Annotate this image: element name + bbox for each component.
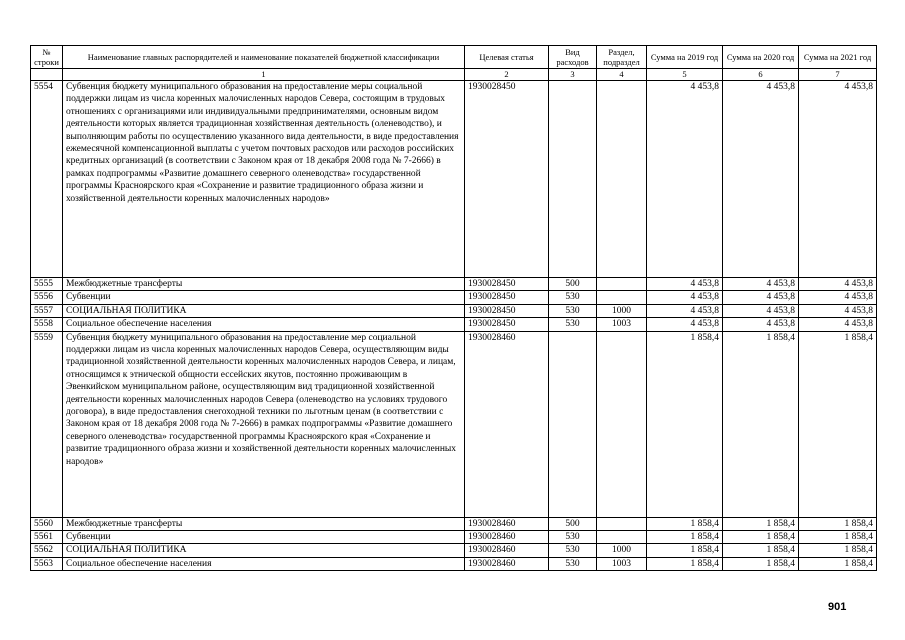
row-name: Субвенция бюджету муниципального образования на предоставление мер социальной поддержки лицам из числа коренных малочисленных народов Севера, осуществляющим виды традиционной хозяйственной деятельности коренных малочисленных народов Севера, и лицам, относящимся к этнической общности ессейских якутов, постоянно проживающим в Эвенкийском муниципальном районе, осуществляющим вид традиционной хозяйственной деятельности коренных малочисленных народов Севера (оленеводство на условиях трудового договора), в виде предоставления снегоходной техники по льготным ценам (в соответствии с Законом края от 18 декабря 2008 года № 7-2666) в рамках подпрограммы «Развитие домашнего северного оленеводства» государственной программы Красноярского края «Сохранение и развитие традиционного образа жизни и хозяйственной деятельности коренных малочисленных народов»	[63, 331, 465, 517]
column-number	[31, 69, 63, 81]
row-sum-2020: 1 858,4	[723, 331, 799, 517]
row-section	[597, 517, 647, 530]
row-sum-2020: 1 858,4	[723, 544, 799, 557]
table-row	[31, 517, 877, 530]
row-sum-2019: 1 858,4	[647, 331, 723, 517]
row-sum-2020: 4 453,8	[723, 278, 799, 291]
row-target-article: 1930028450	[465, 318, 549, 331]
table-row	[31, 81, 877, 278]
row-sum-2019: 4 453,8	[647, 318, 723, 331]
row-target-article: 1930028460	[465, 544, 549, 557]
row-sum-2019: 1 858,4	[647, 544, 723, 557]
row-expense-type: 530	[549, 318, 597, 331]
row-sum-2021: 4 453,8	[799, 278, 877, 291]
column-number: 4	[597, 69, 647, 81]
row-sum-2019: 4 453,8	[647, 81, 723, 278]
column-number: 3	[549, 69, 597, 81]
header-sum-2019: Сумма на 2019 год	[647, 46, 723, 69]
row-section	[597, 331, 647, 517]
row-section: 1000	[597, 544, 647, 557]
row-expense-type: 530	[549, 304, 597, 317]
row-number: 5563	[31, 557, 63, 570]
row-expense-type: 500	[549, 278, 597, 291]
row-name: СОЦИАЛЬНАЯ ПОЛИТИКА	[63, 304, 465, 317]
row-section: 1000	[597, 304, 647, 317]
row-sum-2019: 4 453,8	[647, 278, 723, 291]
column-number: 6	[723, 69, 799, 81]
row-sum-2021: 1 858,4	[799, 331, 877, 517]
row-target-article: 1930028460	[465, 557, 549, 570]
row-target-article: 1930028450	[465, 304, 549, 317]
row-section	[597, 531, 647, 544]
row-section	[597, 291, 647, 304]
row-expense-type: 530	[549, 531, 597, 544]
table-row	[31, 331, 877, 517]
row-expense-type: 500	[549, 517, 597, 530]
row-target-article: 1930028450	[465, 278, 549, 291]
row-number: 5560	[31, 517, 63, 530]
column-number: 5	[647, 69, 723, 81]
table-row	[31, 318, 877, 331]
row-target-article: 1930028460	[465, 517, 549, 530]
row-number: 5555	[31, 278, 63, 291]
row-name: Социальное обеспечение населения	[63, 557, 465, 570]
row-expense-type	[549, 81, 597, 278]
page-number: 901	[828, 601, 847, 613]
header-name: Наименование главных распорядителей и наименование показателей бюджетной классификации	[63, 46, 465, 69]
row-target-article: 1930028450	[465, 291, 549, 304]
row-target-article: 1930028460	[465, 531, 549, 544]
row-number: 5559	[31, 331, 63, 517]
row-sum-2019: 4 453,8	[647, 291, 723, 304]
table-row	[31, 544, 877, 557]
row-name: Субвенции	[63, 291, 465, 304]
budget-table	[30, 45, 877, 571]
column-number: 2	[465, 69, 549, 81]
row-sum-2021: 1 858,4	[799, 531, 877, 544]
row-sum-2020: 4 453,8	[723, 304, 799, 317]
row-section: 1003	[597, 318, 647, 331]
table-row	[31, 304, 877, 317]
row-section	[597, 278, 647, 291]
row-section	[597, 81, 647, 278]
row-sum-2021: 4 453,8	[799, 291, 877, 304]
table-header-row	[31, 46, 877, 69]
row-sum-2021: 1 858,4	[799, 544, 877, 557]
row-number: 5562	[31, 544, 63, 557]
header-sum-2020: Сумма на 2020 год	[723, 46, 799, 69]
row-name: СОЦИАЛЬНАЯ ПОЛИТИКА	[63, 544, 465, 557]
header-expense-type: Вид расходов	[549, 46, 597, 69]
row-sum-2020: 1 858,4	[723, 557, 799, 570]
row-target-article: 1930028450	[465, 81, 549, 278]
row-expense-type	[549, 331, 597, 517]
row-name: Субвенция бюджету муниципального образования на предоставление меры социальной поддержки лицам из числа коренных малочисленных народов Севера, состоящим в трудовых отношениях с организациями или индивидуальными предпринимателями, основным видом деятельности которых является традиционная хозяйственная деятельность (оленеводство), и выполняющим работы по осуществлению указанного вида деятельности, в виде предоставления ежемесячной компенсационной выплаты с учетом почтовых расходов или расходов российских кредитных организаций (в соответствии с Законом края от 18 декабря 2008 года № 7-2666) в рамках подпрограммы «Развитие домашнего северного оленеводства» государственной программы Красноярского края «Сохранение и развитие традиционного образа жизни и хозяйственной деятельности коренных малочисленных народов»	[63, 81, 465, 278]
row-section: 1003	[597, 557, 647, 570]
row-name: Межбюджетные трансферты	[63, 278, 465, 291]
row-name: Субвенции	[63, 531, 465, 544]
row-sum-2020: 1 858,4	[723, 517, 799, 530]
column-number: 1	[63, 69, 465, 81]
row-sum-2020: 4 453,8	[723, 81, 799, 278]
row-sum-2021: 4 453,8	[799, 81, 877, 278]
row-number: 5558	[31, 318, 63, 331]
column-number: 7	[799, 69, 877, 81]
row-name: Социальное обеспечение населения	[63, 318, 465, 331]
row-sum-2019: 1 858,4	[647, 531, 723, 544]
row-sum-2019: 1 858,4	[647, 517, 723, 530]
row-expense-type: 530	[549, 557, 597, 570]
row-sum-2021: 1 858,4	[799, 517, 877, 530]
header-target-article: Целевая статья	[465, 46, 549, 69]
row-sum-2021: 4 453,8	[799, 304, 877, 317]
table-row	[31, 278, 877, 291]
row-sum-2021: 1 858,4	[799, 557, 877, 570]
row-number: 5557	[31, 304, 63, 317]
table-row	[31, 291, 877, 304]
row-sum-2019: 1 858,4	[647, 557, 723, 570]
row-sum-2019: 4 453,8	[647, 304, 723, 317]
header-sum-2021: Сумма на 2021 год	[799, 46, 877, 69]
row-target-article: 1930028460	[465, 331, 549, 517]
column-number-row	[31, 69, 877, 81]
row-number: 5561	[31, 531, 63, 544]
header-row-no: № строки	[31, 46, 63, 69]
table-row	[31, 531, 877, 544]
row-sum-2021: 4 453,8	[799, 318, 877, 331]
row-expense-type: 530	[549, 544, 597, 557]
row-number: 5554	[31, 81, 63, 278]
row-number: 5556	[31, 291, 63, 304]
table-row	[31, 557, 877, 570]
row-sum-2020: 1 858,4	[723, 531, 799, 544]
header-section: Раздел, подраздел	[597, 46, 647, 69]
row-sum-2020: 4 453,8	[723, 318, 799, 331]
row-sum-2020: 4 453,8	[723, 291, 799, 304]
row-name: Межбюджетные трансферты	[63, 517, 465, 530]
row-expense-type: 530	[549, 291, 597, 304]
